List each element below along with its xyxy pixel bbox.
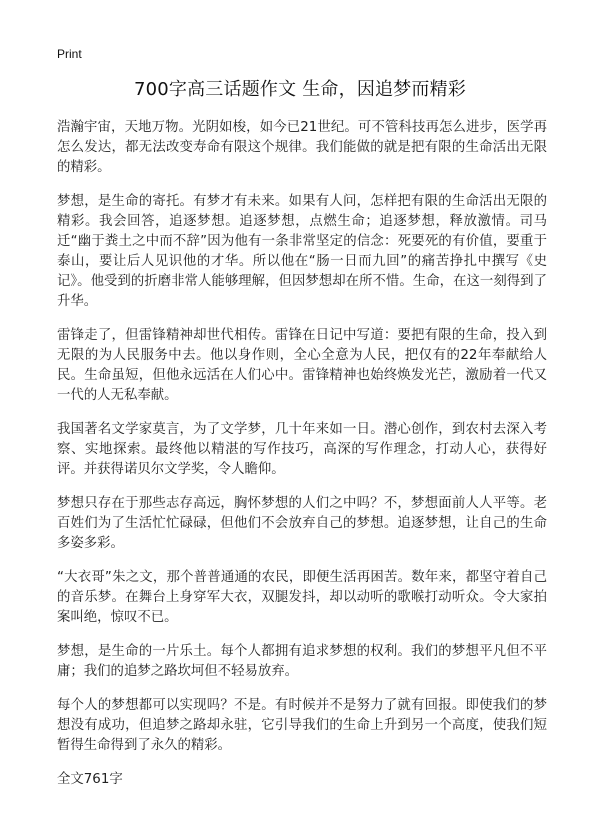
paragraph-1: 浩瀚宇宙，天地万物。光阴如梭，如今已21世纪。可不管科技再怎么进步，医学再怎么发达，都无法改变寿命有限这个规律。我们能做的就是把有限的生命活出无限的精彩。 [57,120,547,175]
paragraph-2: 梦想，是生命的寄托。有梦才有未来。如果有人问，怎样把有限的生命活出无限的精彩。我会回答，追逐梦想。追逐梦想，点燃生命；追逐梦想，释放激情。司马迁“幽于粪土之中而不辞”因为他有一条非常坚定的信念：死要死的有价值，要重于泰山，要让后人见识他的才华。所以他在“肠一日而九回”的痛苦挣扎中撰写《史记》。他受到的折磨非常人能够理解，但因梦想却在所不惜。生命，在这一刻得到了升华。 [57,194,547,309]
print-link[interactable]: Print [57,47,82,61]
paragraph-8: 每个人的梦想都可以实现吗？不是。有时候并不是努力了就有回报。即使我们的梦想没有成功，但追梦之路却永驻，它引导我们的生命上升到另一个高度，使我们短暂得生命得到了永久的精彩。 [57,698,547,753]
paragraph-4: 我国著名文学家莫言，为了文学梦，几十年来如一日。潜心创作，到农村去深入考察、实地探索。最终他以精湛的写作技巧，高深的写作理念，打动人心，获得好评。并获得诺贝尔文学奖，令人瞻仰。 [57,422,547,477]
paragraph-6: “大衣哥”朱之文，那个普普通通的农民，即便生活再困苦。数年来，都坚守着自己的音乐梦。在舞台上身穿军大衣，双腿发抖，却以动听的歌喉打动听众。令大家拍案叫绝，惊叹不已。 [57,570,547,625]
paragraph-5: 梦想只存在于那些志存高远，胸怀梦想的人们之中吗？不，梦想面前人人平等。老百姓们为了生活忙忙碌碌，但他们不会放弃自己的梦想。追逐梦想，让自己的生命多姿多彩。 [57,496,547,551]
paragraph-7: 梦想，是生命的一片乐土。每个人都拥有追求梦想的权利。我们的梦想平凡但不平庸；我们的追梦之路坎坷但不轻易放弃。 [57,644,547,679]
paragraph-3: 雷锋走了，但雷锋精神却世代相传。雷锋在日记中写道：要把有限的生命，投入到无限的为人民服务中去。他以身作则，全心全意为人民，把仅有的22年奉献给人民。生命虽短，但他永远活在人们心中。雷锋精神也始终焕发光芒，激励着一代又一代的人无私奉献。 [57,328,547,403]
article-body [57,118,547,790]
article-title: 700字高三话题作文 生命，因追梦而精彩 [133,79,467,100]
word-count: 全文761字 [57,772,123,787]
